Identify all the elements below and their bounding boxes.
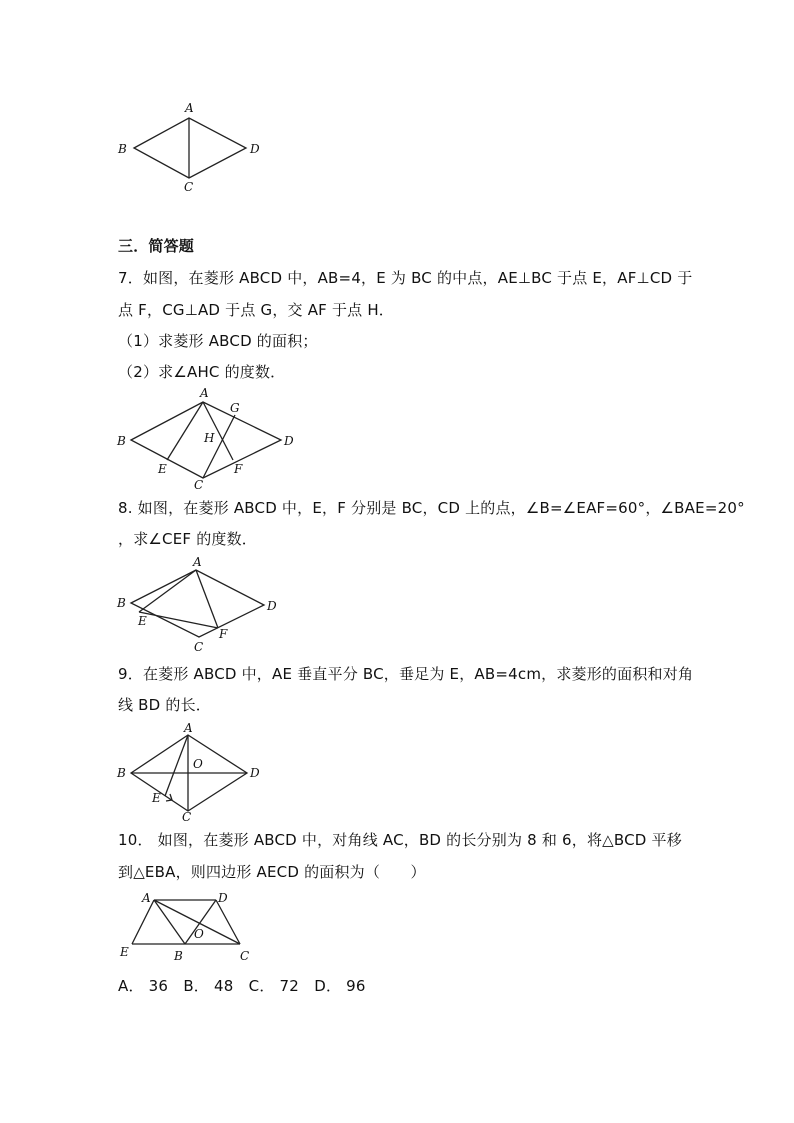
q7-line1: 7．如图，在菱形 ABCD 中，AB=4，E 为 BC 的中点，AE⊥BC 于点 E，AF⊥CD 于 bbox=[118, 269, 693, 287]
q10-line2: 到△EBA，则四边形 AECD 的面积为（ ） bbox=[118, 863, 426, 881]
figure-rhombus-top bbox=[114, 98, 274, 198]
label-C: C bbox=[182, 810, 192, 822]
label-A: A bbox=[184, 722, 193, 735]
label-D: D bbox=[250, 142, 260, 156]
label-E: E bbox=[138, 614, 147, 628]
q8-line1: 8. 如图，在菱形 ABCD 中，E，F 分别是 BC，CD 上的点，∠B=∠EAF=60°，∠BAE=20° bbox=[118, 499, 745, 517]
label-O: O bbox=[193, 757, 203, 771]
figure-q8 bbox=[114, 555, 294, 655]
label-C: C bbox=[184, 180, 194, 194]
q9-line1: 9．在菱形 ABCD 中，AE 垂直平分 BC，垂足为 E，AB=4cm，求菱形的面积和对角 bbox=[118, 665, 694, 683]
label-D: D bbox=[284, 434, 294, 448]
q9-line2: 线 BD 的长． bbox=[118, 696, 211, 714]
section-title: 三．简答题 bbox=[118, 237, 195, 255]
label-D: D bbox=[218, 891, 228, 905]
label-F: F bbox=[219, 627, 228, 641]
label-C: C bbox=[194, 640, 204, 654]
label-G: G bbox=[230, 401, 240, 415]
q7-sub2: （2）求∠AHC 的度数． bbox=[118, 363, 286, 381]
segment-ae bbox=[132, 900, 154, 944]
label-B: B bbox=[118, 142, 127, 156]
label-E: E bbox=[120, 945, 129, 959]
q10-options: A． 36 B． 48 C． 72 D． 96 bbox=[118, 977, 366, 995]
segment-ab bbox=[154, 900, 185, 944]
label-E: E bbox=[158, 462, 167, 476]
figure-q10 bbox=[114, 888, 274, 968]
figure-q7 bbox=[114, 385, 304, 490]
label-B: B bbox=[117, 766, 126, 780]
segment-ae bbox=[139, 570, 196, 612]
segment-ef bbox=[139, 612, 218, 628]
segment-ae bbox=[167, 402, 203, 460]
label-H: H bbox=[204, 431, 215, 445]
q8-line2: ，求∠CEF 的度数． bbox=[118, 530, 257, 548]
label-O: O bbox=[194, 927, 204, 941]
label-A: A bbox=[200, 386, 209, 400]
label-D: D bbox=[267, 599, 277, 613]
q10-line1: 10． 如图，在菱形 ABCD 中，对角线 AC，BD 的长分别为 8 和 6，将△BCD 平移 bbox=[118, 831, 682, 849]
label-D: D bbox=[250, 766, 260, 780]
label-A: A bbox=[185, 101, 194, 115]
label-C: C bbox=[240, 949, 250, 963]
rhombus-outline bbox=[134, 118, 246, 178]
label-B: B bbox=[117, 434, 126, 448]
q7-line2: 点 F，CG⊥AD 于点 G，交 AF 于点 H． bbox=[118, 301, 395, 319]
segment-ae bbox=[165, 735, 188, 796]
label-E: E bbox=[152, 791, 161, 805]
segment-af bbox=[196, 570, 218, 628]
label-A: A bbox=[142, 891, 151, 905]
label-F: F bbox=[234, 462, 243, 476]
q7-sub1: （1）求菱形 ABCD 的面积； bbox=[118, 332, 318, 350]
label-B: B bbox=[117, 596, 126, 610]
segment-cg bbox=[203, 415, 235, 478]
label-C: C bbox=[194, 478, 204, 490]
label-B: B bbox=[174, 949, 183, 963]
label-A: A bbox=[193, 555, 202, 569]
figure-q9 bbox=[114, 722, 274, 822]
